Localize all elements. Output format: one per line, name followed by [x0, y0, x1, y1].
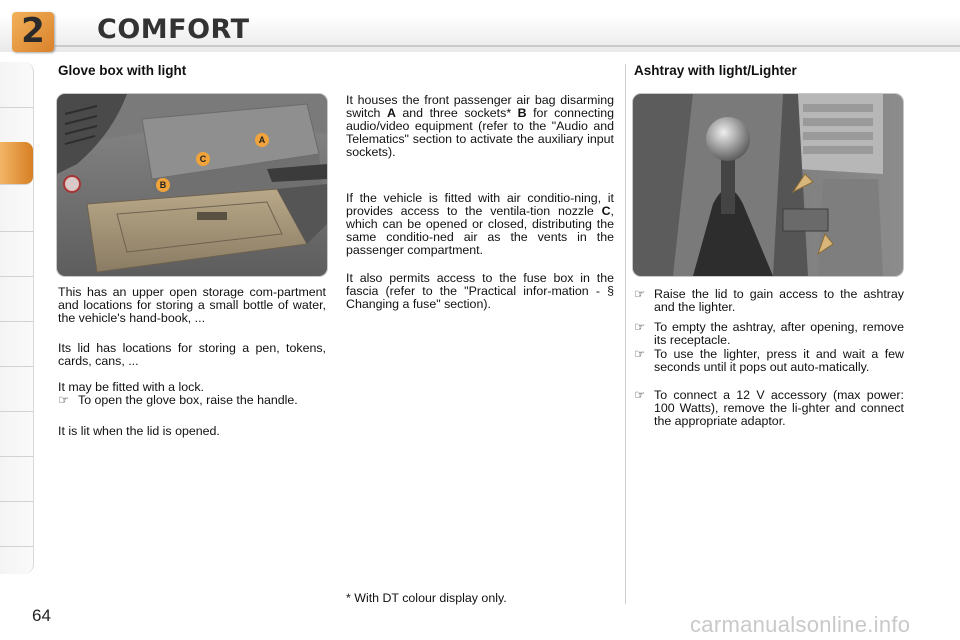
glove-box-para-4: It is lit when the lid is opened. [58, 424, 220, 438]
watermark: carmanualsonline.info [690, 612, 911, 637]
chapter-tab-4[interactable] [0, 231, 33, 277]
middle-para-1-a: It houses the front passenger air bag disarming switch [346, 93, 614, 120]
sockets-letter: B [517, 106, 527, 120]
chapter-tab-10[interactable] [0, 501, 33, 547]
ashtray-bullet-1 [634, 288, 904, 314]
marker-b: B [156, 178, 170, 192]
pointing-hand-icon: ☞ [58, 393, 70, 407]
glove-box-heading: Glove box with light [58, 63, 187, 78]
ashtray-heading: Ashtray with light/Lighter [634, 63, 797, 78]
glove-box-para-2: Its lid has locations for storing a pen, tokens, cards, cans, ... [58, 341, 326, 368]
ashtray-bullet-text: To connect a 12 V accessory (max power: 100 Watts), remove the li-ghter and connect the appropriate adaptor. [654, 388, 904, 428]
chapter-title: COMFORT [97, 14, 250, 45]
footnote: * With DT colour display only. [346, 591, 507, 605]
glove-box-photo [57, 94, 327, 276]
glove-box-bullet [58, 394, 326, 407]
middle-para-1-b: and three sockets* [395, 106, 518, 120]
glove-box-bullet-text: To open the glove box, raise the handle. [78, 393, 298, 407]
chapter-tab-5[interactable] [0, 276, 33, 322]
middle-para-2-a: If the vehicle is fitted with air conditio-ning, it provides access to the ventila-tion nozzle [346, 191, 614, 218]
chapter-tab-2-active[interactable] [0, 142, 33, 185]
gear-lever-illustration [633, 94, 903, 276]
ashtray-photo [633, 94, 903, 276]
middle-para-1-c: for connecting audio/video equipment (refer to the "Audio and Telematics" section to activate the auxiliary input sockets). [346, 106, 615, 159]
pointing-hand-icon: ☞ [634, 347, 646, 361]
nozzle-letter: C [601, 204, 611, 218]
chapter-tab-6[interactable] [0, 321, 33, 367]
ashtray-bullet-text: Raise the lid to gain access to the ashtray and the lighter. [654, 287, 904, 314]
marker-c: C [196, 152, 210, 166]
column-divider [625, 64, 626, 604]
chapter-tab-3[interactable] [0, 186, 33, 232]
ashtray-bullet-3 [634, 348, 904, 374]
marker-a: A [255, 133, 269, 147]
page-number: 64 [32, 606, 51, 625]
middle-para-1 [346, 94, 614, 159]
pointing-hand-icon: ☞ [634, 388, 646, 402]
chapter-tab-8[interactable] [0, 411, 33, 457]
chapter-tab-1[interactable] [0, 62, 33, 108]
switch-letter: A [386, 106, 396, 120]
middle-para-2-b: , which can be opened or closed, distributing the same conditio-ned air as the vents in the passenger compartment. [346, 204, 614, 257]
glove-box-para-1: This has an upper open storage com-partment and locations for storing a small bottle of water, the vehicle's hand-book, ... [58, 285, 326, 325]
ashtray-bullet-2 [634, 321, 904, 347]
glove-box-illustration [57, 94, 327, 276]
ashtray-bullet-4 [634, 389, 904, 428]
pointing-hand-icon: ☞ [634, 320, 646, 334]
chapter-number: 2 [21, 11, 45, 51]
chapter-tab-9[interactable] [0, 456, 33, 502]
ashtray-bullet-text: To empty the ashtray, after opening, remove its receptacle. [654, 320, 904, 347]
header-rule [55, 45, 960, 47]
ashtray-bullet-text: To use the lighter, press it and wait a few seconds until it pops out auto-matically. [654, 347, 904, 374]
middle-para-3: It also permits access to the fuse box in the fascia (refer to the "Practical infor-mation - § Changing a fuse" section). [346, 271, 614, 311]
middle-para-2 [346, 192, 614, 257]
chapter-tab-7[interactable] [0, 366, 33, 412]
glove-box-para-3: It may be fitted with a lock. [58, 380, 204, 394]
pointing-hand-icon: ☞ [634, 287, 646, 301]
